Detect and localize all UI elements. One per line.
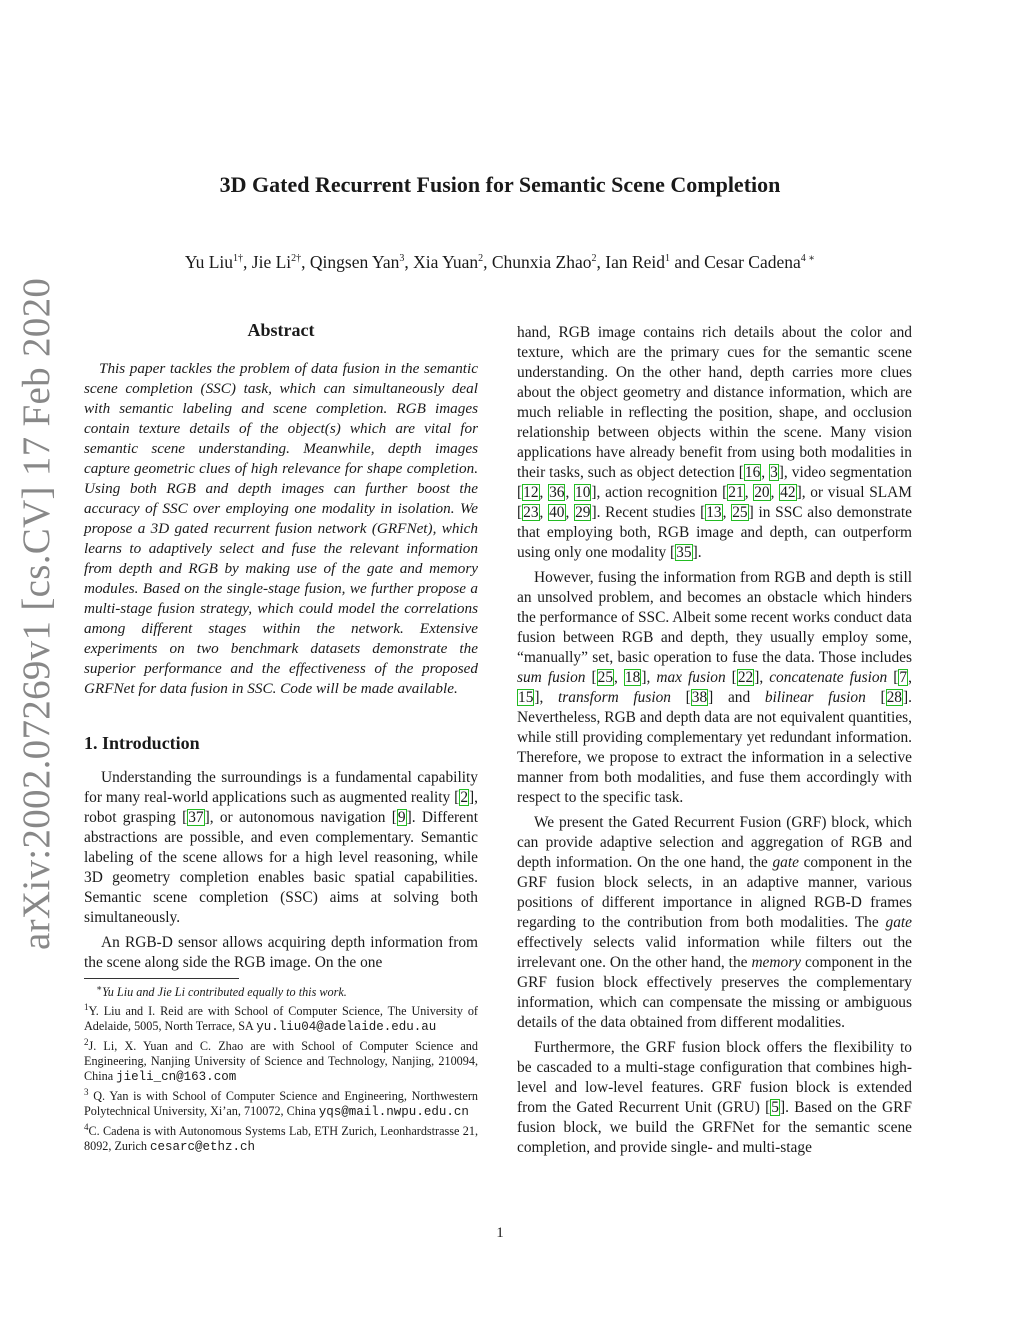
citation-link[interactable]: 16 [744,464,761,481]
paper-title [0,172,1000,198]
intro-paragraph: An RGB-D sensor allows acquiring depth information from the scene along side the RGB image. On the one [84,934,478,971]
citation-link[interactable]: 42 [780,484,796,501]
author-affiliation: 2 [591,253,597,264]
author-affiliation: 2 [478,253,484,264]
citation-link[interactable]: 25 [732,504,748,521]
author-affiliation: 1† [233,253,244,264]
arxiv-stamp [8,277,66,950]
intro-paragraph: Furthermore, the GRF fusion block offers the flexibility to be cascaded to a multi-stage configuration that combines high-level and low-level features. GRF fusion block is extended from the Gated Recurrent Unit (GRU) [5]. Based on the GRF fusion block, we build the GRFNet for the semantic scene completion, and provide single- and multi-stage [517,1039,912,1156]
intro-paragraph: However, fusing the information from RGB and depth is still an unsolved problem, and becomes an obstacle which hinders the performance of SSC. Albeit some recent works conduct data fusion between RGB and depth, they usually employ some, “manually” set, basic operation to fuse the data. Those includes sum fusion [25, 18], max fusion [22], concatenate fusion [7, 15], transform fusion [38] and bilinear fusion [28]. Nevertheless, RGB and depth data are not equivalent quantities, while still providing complementary yet redundant information. Therefore, we propose to extract the information in a selective manner from both modalities, and fuse them accordingly with respect to the specific task. [517,569,912,806]
intro-paragraph: We present the Gated Recurrent Fusion (GRF) block, which can provide adaptive selection and aggregation of RGB and depth information. On the one hand, the gate component in the GRF fusion block selects, in an adaptive manner, various positions of different importance in aligned RGB-D frames regarding to the contribution from both modalities. The gate effectively selects valid information while filters out the irrelevant one. On the other hand, the memory component in the GRF fusion block effectively preserves the complementary information, which can compensate the missing or ambiguous details of the data obtained from different modalities. [517,814,912,1031]
page-number: 1 [496,1225,504,1241]
email-address[interactable]: yqs@mail.nwpu.edu.cn [318,1105,469,1119]
footnote-affiliation: $^3$ Q. Yan is with School of Computer Science and Engineering, Northwestern Polytechnical University, Xi’an, 710072, China yqs@mail.nwpu.edu.cn [84,1087,478,1119]
citation-link[interactable]: 7 [899,669,908,686]
author-name: Ian Reid [605,252,666,272]
author-affiliation: 2† [291,253,302,264]
right-column [517,323,912,1163]
author-name: Cesar Cadena [704,252,801,272]
citation-link[interactable]: 40 [549,504,565,521]
email-address[interactable]: cesarc@ethz.ch [150,1140,256,1154]
email-address[interactable]: yu.liu04@adelaide.edu.au [256,1020,437,1034]
citation-link[interactable]: 36 [549,484,565,501]
author-affiliation: 1 [665,253,671,264]
citation-link[interactable]: 22 [737,669,754,686]
author-name: Chunxia Zhao [491,252,592,272]
intro-paragraph: Understanding the surroundings is a fundamental capability for many real-world applications such as augmented reality [2], robot grasping [37], or autonomous navigation [9]. Different abstractions are possible, and even complementary. Semantic labeling of the scene allows for a high level reasoning, while 3D geometry completion enables basic spatial capabilities. Semantic scene completion (SSC) aims at solving both simultaneously. [84,769,478,926]
paper-title-text: 3D Gated Recurrent Fusion for Semantic Scene Completion [219,172,781,197]
footnote-affiliation: $^2$J. Li, X. Yuan and C. Zhao are with School of Computer Science and Engineering, Nanjing University of Science and Technology, Nanjing, 210094, China jieli_cn@163.com [84,1037,478,1084]
author-name: Yu Liu [184,252,234,272]
author-name: Jie Li [251,252,292,272]
citation-link[interactable]: 28 [886,689,902,706]
author-name: Qingsen Yan [309,252,400,272]
citation-link[interactable]: 18 [624,669,641,686]
citation-link[interactable]: 38 [691,689,708,706]
left-column [84,320,478,1155]
abstract-heading: Abstract [247,320,315,340]
citation-link[interactable]: 5 [771,1099,779,1116]
citation-link[interactable]: 3 [770,464,778,481]
footnote-affiliation: $^4$C. Cadena is with Autonomous Systems Lab, ETH Zurich, Leonhardstrasse 21, 8092, Zurich cesarc@ethz.ch [84,1122,478,1154]
author-name: Xia Yuan [413,252,479,272]
citation-link[interactable]: 15 [518,689,534,706]
arxiv-stamp-text: arXiv:2002.07269v1 [cs.CV] 17 Feb 2020 [15,277,58,950]
citation-link[interactable]: 10 [575,484,591,501]
section-heading-introduction: 1. Introduction [84,733,200,753]
citation-link[interactable]: 2 [460,789,469,806]
author-affiliation: 4 ∗ [800,253,816,264]
citation-link[interactable]: 37 [188,809,204,826]
citation-link[interactable]: 25 [597,669,614,686]
citation-link[interactable]: 29 [575,504,591,521]
citation-link[interactable]: 13 [706,504,722,521]
citation-link[interactable]: 9 [397,809,406,826]
citation-link[interactable]: 12 [523,484,539,501]
email-address[interactable]: jieli_cn@163.com [116,1070,237,1084]
footnote-equal-contribution: ∗Yu Liu and Jie Li contributed equally to this work. [96,983,347,999]
footnote-divider [84,978,239,979]
citation-link[interactable]: 21 [728,484,744,501]
author-list: Yu Liu$^{1\dagger}$, Jie $Li^{2\dagger}$, Qingsen Yan$^3$, Xia Yuan$^2$, Chunxia Zhao$^2$, Ian Reid$^1$ and Cesar Cadena$^{4 ∗}$ [184,252,816,272]
author-affiliation: 3 [399,253,405,264]
footnote-affiliation: $^1$Y. Liu and I. Reid are with School of Computer Science, The University of Adelaide, 5005, North Terrace, SA yu.liu04@adelaide.edu.au [84,1002,478,1034]
citation-link[interactable]: 20 [754,484,770,501]
citation-link[interactable]: 23 [523,504,539,521]
citation-link[interactable]: 35 [676,544,692,561]
intro-paragraph: hand, RGB image contains rich details about the color and texture, which are the primary cues for the semantic scene understanding. On the other hand, depth carries more clues about the object geometry and distance information, which are much reliable in reflecting the position, shape, and occlusion relationship between objects within the scene. Many vision applications have already benefit from using both modalities in their tasks, such as object detection [16, 3], video segmentation [12, 36, 10], action recognition [21, 20, 42], or visual SLAM [23, 40, 29]. Recent studies [13, 25] in SSC also demonstrate that employing both, RGB image and depth, can outperform using only one modality [35]. [517,324,912,561]
abstract-text: This paper tackles the problem of data fusion in the semantic scene completion (SSC) task, which can simultaneously deal with semantic labeling and scene completion. RGB images contain texture details of the object(s) which are vital for semantic scene understanding. Meanwhile, depth images capture geometric clues of high relevance for shape completion. Using both RGB and depth images can further boost the accuracy of SSC over employing one modality in isolation. We propose a 3D gated recurrent fusion network (GRFNet), which learns to adaptively select and fuse the relevant information from depth and RGB by making use of the gate and memory modules. Based on the single-stage fusion, we further propose a multi-stage fusion strategy, which could model the correlations among different stages within the network. Extensive experiments on two benchmark datasets demonstrate the superior performance and the effectiveness of the proposed GRFNet for data fusion in SSC. Code will be made available. [84,360,478,697]
